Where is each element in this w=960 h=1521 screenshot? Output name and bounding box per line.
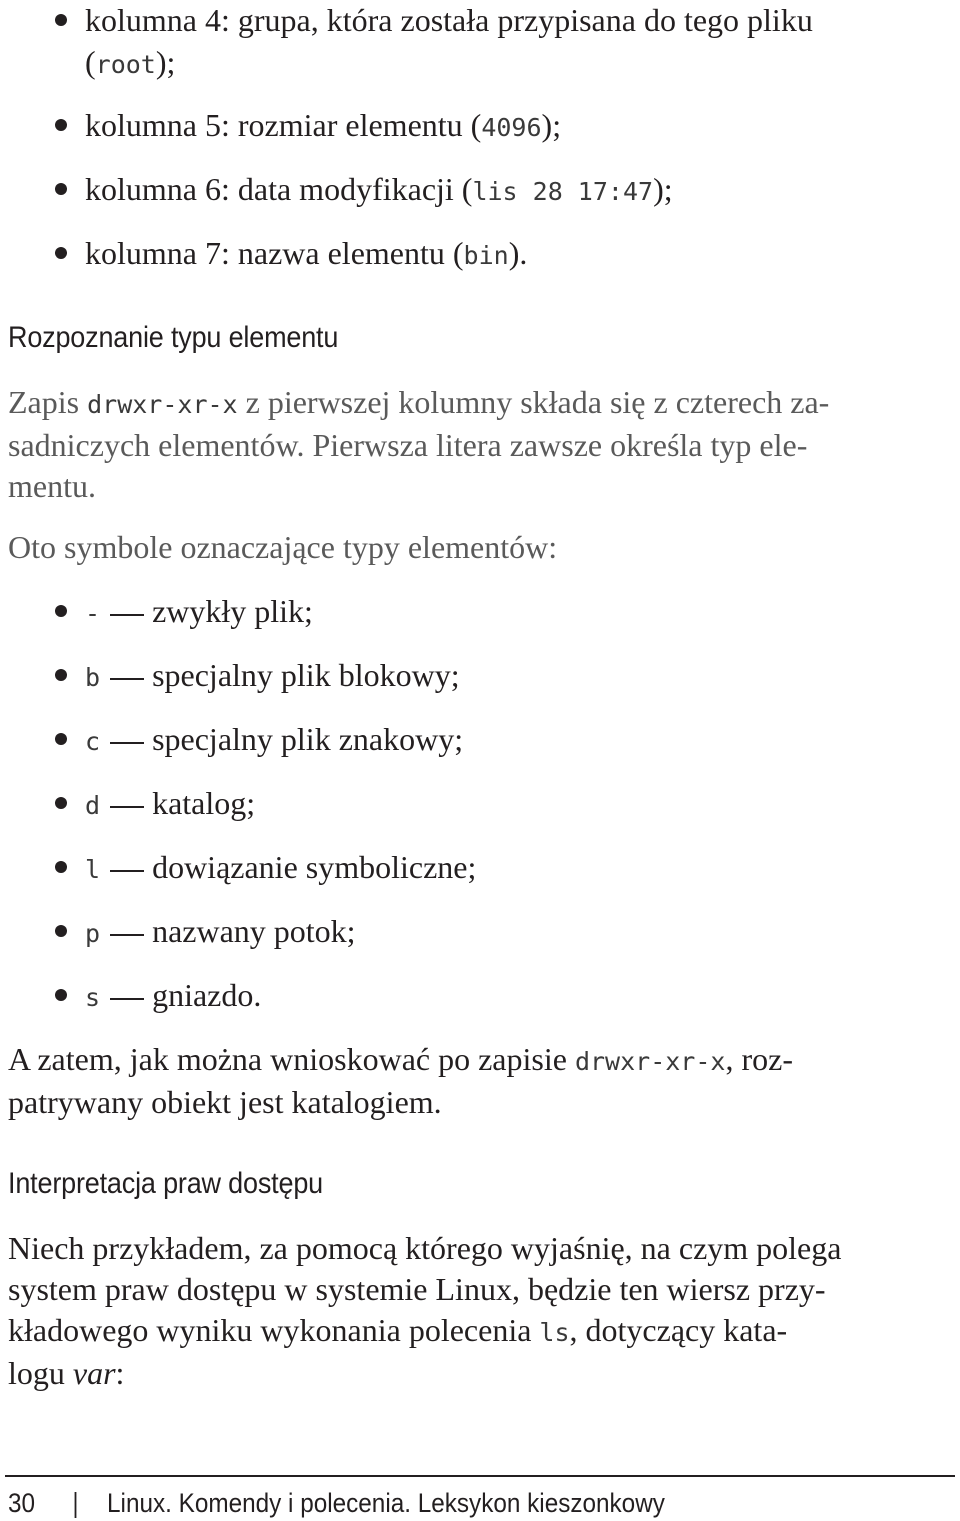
em-dash	[110, 998, 144, 1000]
page-number: 30	[8, 1488, 36, 1518]
bullet-icon	[55, 183, 67, 195]
footer-divider	[5, 1475, 955, 1477]
bullet-icon	[55, 861, 67, 873]
em-dash	[110, 934, 144, 936]
bullet-icon	[55, 989, 67, 1001]
section-heading: Interpretacja praw dostępu	[8, 1167, 324, 1200]
bullet-icon	[55, 14, 67, 26]
directory-name: var	[72, 1355, 116, 1391]
type-code: c	[85, 727, 101, 756]
footer-separator	[75, 1492, 77, 1518]
type-code: -	[85, 599, 101, 628]
type-code: l	[85, 855, 101, 884]
em-dash	[110, 870, 144, 872]
em-dash	[110, 614, 144, 616]
code-date: lis 28 17:47	[472, 177, 654, 206]
code-size: 4096	[481, 113, 542, 142]
bullet-icon	[55, 925, 67, 937]
paragraph: Niech przykładem, za pomocą którego wyjaśnię, na czym polega system praw dostępu w systemie Linux, będzie ten wiersz przy- kładowego wyniku wykonania polecenia ls, dotyczący kata- logu var:	[8, 1230, 842, 1391]
code-permissions: drwxr-xr-x	[574, 1047, 726, 1076]
code-ls: ls	[539, 1318, 570, 1347]
paragraph: A zatem, jak można wnioskować po zapisie drwxr-xr-x, roz- patrywany obiekt jest katalogiem.	[8, 1041, 793, 1120]
type-code: d	[85, 791, 101, 820]
code-permissions: drwxr-xr-x	[87, 390, 238, 419]
bullet-icon	[55, 119, 67, 131]
bullet-icon	[55, 247, 67, 259]
page-footer	[8, 1485, 665, 1521]
em-dash	[110, 678, 144, 680]
type-code: s	[85, 983, 101, 1012]
em-dash	[110, 742, 144, 744]
bullet-icon	[55, 733, 67, 745]
bullet-icon	[55, 669, 67, 681]
bullet-icon	[55, 605, 67, 617]
type-code: b	[85, 663, 101, 692]
type-code: p	[85, 919, 101, 948]
paragraph: Zapis drwxr-xr-x z pierwszej kolumny składa się z czterech za- sadniczych elementów. Pierwsza litera zawsze określa typ ele- mentu.	[8, 384, 830, 504]
code-name: bin	[463, 241, 509, 270]
em-dash	[110, 806, 144, 808]
book-title: Linux. Komendy i polecenia. Leksykon kieszonkowy	[107, 1488, 665, 1518]
paragraph: Oto symbole oznaczające typy elementów:	[8, 529, 558, 565]
section-heading: Rozpoznanie typu elementu	[8, 321, 339, 354]
code-root: root	[95, 50, 156, 79]
bullet-icon	[55, 797, 67, 809]
list-item-text: kolumna 4: grupa, która została przypisana do tego pliku	[85, 2, 813, 38]
